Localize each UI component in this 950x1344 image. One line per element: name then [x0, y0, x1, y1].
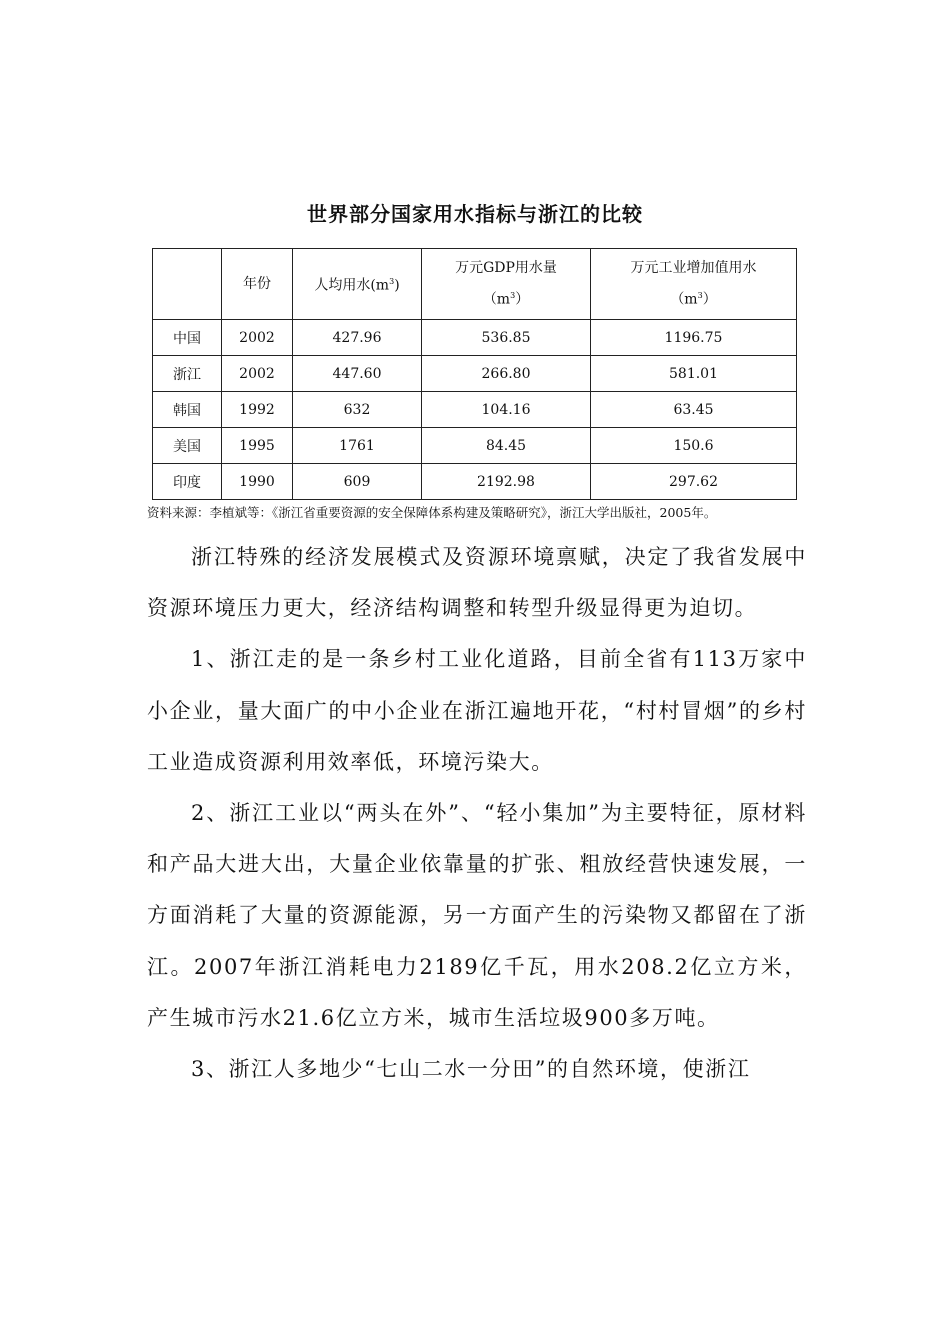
- header-year: 年份: [222, 249, 293, 320]
- paragraph: 浙江特殊的经济发展模式及资源环境禀赋，决定了我省发展中资源环境压力更大，经济结构调整和转型升级显得更为迫切。: [147, 545, 807, 621]
- cell-country: 印度: [153, 464, 222, 500]
- cell-industry: 1196.75: [591, 320, 797, 356]
- paragraph: 2、浙江工业以“两头在外”、“轻小集加”为主要特征，原材料和产品大进大出，大量企业依靠量的扩张、粗放经营快速发展，一方面消耗了大量的资源能源，另一方面产生的污染物又都留在了浙江。2007年浙江消耗电力2189亿千瓦，用水208.2亿立方米，产生城市污水21.6亿立方米，城市生活垃圾900多万吨。: [147, 801, 807, 1030]
- header-country: [153, 249, 222, 320]
- source-note: 资料来源：李植斌等：《浙江省重要资源的安全保障体系构建及策略研究》，浙江大学出版社，2005年。: [147, 505, 717, 520]
- cell-year: 1995: [222, 428, 293, 464]
- cell-country: 浙江: [153, 356, 222, 392]
- table-row: [153, 356, 797, 392]
- table-row: [153, 428, 797, 464]
- water-use-table: [152, 248, 797, 500]
- table-row: [153, 464, 797, 500]
- cell-per-capita: 427.96: [293, 320, 422, 356]
- cell-per-capita: 609: [293, 464, 422, 500]
- cell-industry: 581.01: [591, 356, 797, 392]
- paragraph: 1、浙江走的是一条乡村工业化道路，目前全省有113万家中小企业，量大面广的中小企业在浙江遍地开花，“村村冒烟”的乡村工业造成资源利用效率低，环境污染大。: [147, 647, 807, 774]
- table-title: 世界部分国家用水指标与浙江的比较: [307, 202, 643, 226]
- cell-gdp: 536.85: [422, 320, 591, 356]
- cell-year: 1990: [222, 464, 293, 500]
- cell-year: 1992: [222, 392, 293, 428]
- cell-industry: 63.45: [591, 392, 797, 428]
- cell-year: 2002: [222, 356, 293, 392]
- cell-country: 中国: [153, 320, 222, 356]
- cell-year: 2002: [222, 320, 293, 356]
- header-per-capita: 人均用水$(m^3)$: [293, 249, 422, 320]
- cell-industry: 150.6: [591, 428, 797, 464]
- cell-country: 韩国: [153, 392, 222, 428]
- table-header-row: [153, 249, 797, 320]
- cell-country: 美国: [153, 428, 222, 464]
- table-row: [153, 320, 797, 356]
- cell-per-capita: 447.60: [293, 356, 422, 392]
- cell-per-capita: 1761: [293, 428, 422, 464]
- cell-gdp: 104.16: [422, 392, 591, 428]
- cell-per-capita: 632: [293, 392, 422, 428]
- cell-gdp: 84.45: [422, 428, 591, 464]
- body-text: [147, 532, 807, 1095]
- header-gdp: 万元GDP用水量 $(m^3)$: [422, 249, 591, 320]
- table-row: [153, 392, 797, 428]
- header-industry: 万元工业增加值用水 $(m^3)$: [591, 249, 797, 320]
- cell-gdp: 266.80: [422, 356, 591, 392]
- cell-gdp: 2192.98: [422, 464, 591, 500]
- cell-industry: 297.62: [591, 464, 797, 500]
- paragraph: 3、浙江人多地少“七山二水一分田”的自然环境，使浙江: [191, 1057, 751, 1082]
